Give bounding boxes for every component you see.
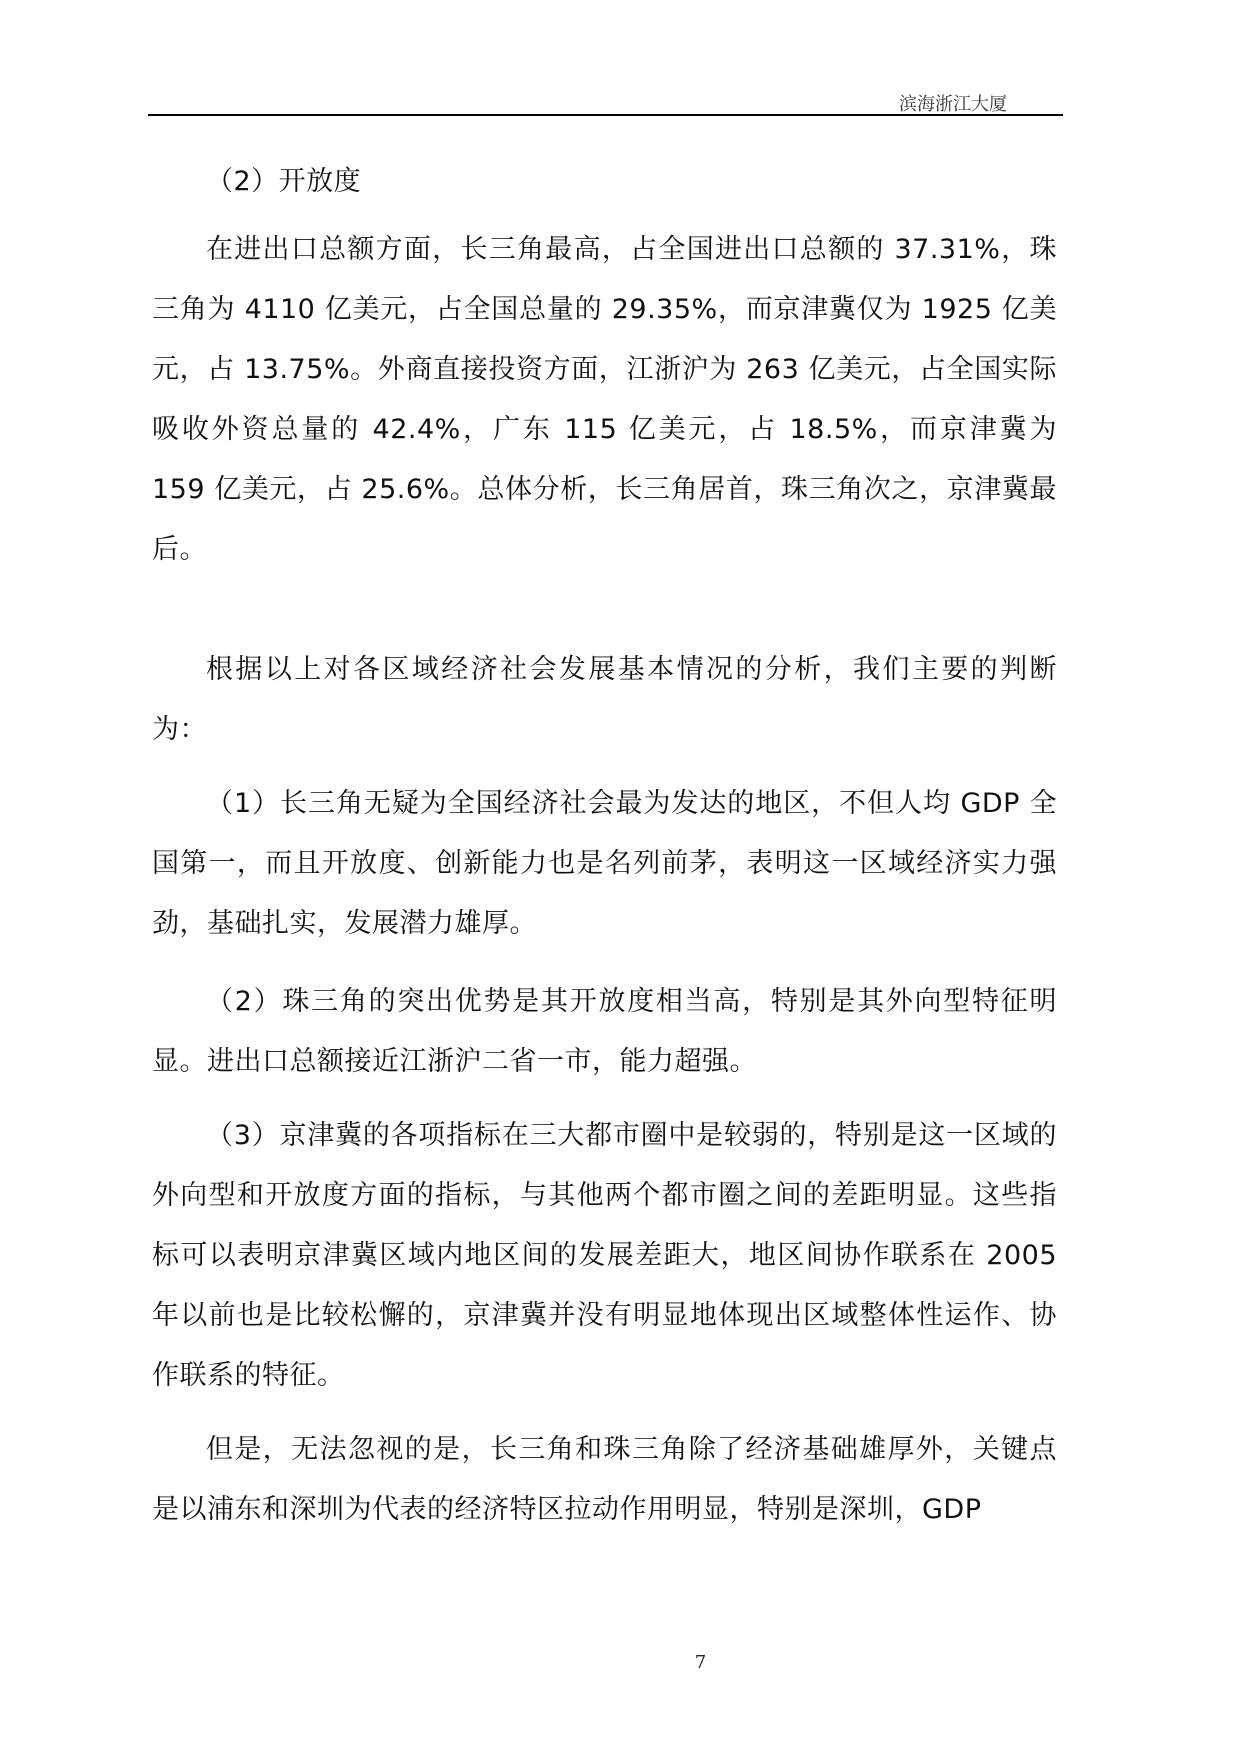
header-title: 滨海浙江大厦: [899, 94, 1007, 115]
paragraph-judgement-intro: 根据以上对各区域经济社会发展基本情况的分析，我们主要的判断为：: [152, 654, 1057, 745]
page-header: [148, 80, 1063, 116]
paragraph-trade-investment: 在进出口总额方面，长三角最高，占全国进出口总额的 37.31%，珠三角为 4110 亿美元，占全国总量的 29.35%，而京津冀仅为 1925 亿美元，占 13.75%。外商直接投资方面，江浙沪为 263 亿美元，占全国实际吸收外资总量的 42.4%，广东 115 亿美元，占 18.5%，而京津冀为 159 亿美元，占 25.6%。总体分析，长三角居首，珠三角次之，京津冀最后。: [152, 234, 1057, 565]
section-heading-openness: （2）开放度: [206, 166, 362, 197]
paragraph-judgement-3: （3）京津冀的各项指标在三大都市圈中是较弱的，特别是这一区域的外向型和开放度方面的指标，与其他两个都市圈之间的差距明显。这些指标可以表明京津冀区域内地区间的发展差距大，地区间协作联系在 2005 年以前也是比较松懈的，京津冀并没有明显地体现出区域整体性运作、协作联系的特征。: [152, 1120, 1057, 1391]
paragraph-judgement-1: （1）长三角无疑为全国经济社会最为发达的地区，不但人均 GDP 全国第一，而且开放度、创新能力也是名列前茅，表明这一区域经济实力强劲，基础扎实，发展潜力雄厚。: [152, 788, 1057, 939]
page-number: 7: [694, 1652, 707, 1673]
paragraph-however: 但是，无法忽视的是，长三角和珠三角除了经济基础雄厚外，关键点是以浦东和深圳为代表的经济特区拉动作用明显，特别是深圳，GDP: [152, 1434, 1057, 1525]
paragraph-judgement-2: （2）珠三角的突出优势是其开放度相当高，特别是其外向型特征明显。进出口总额接近江浙沪二省一市，能力超强。: [152, 986, 1057, 1077]
